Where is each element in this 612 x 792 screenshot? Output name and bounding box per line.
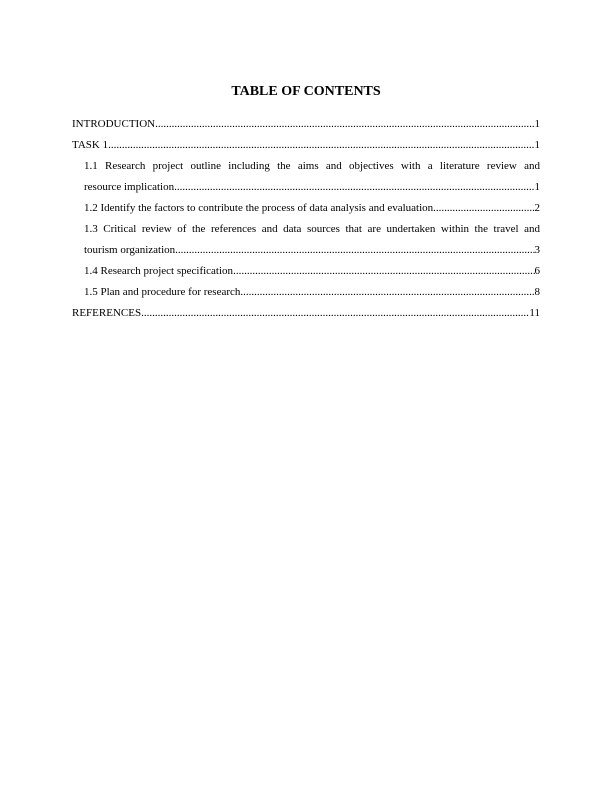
dot-leader [108, 135, 534, 156]
dot-leader [433, 198, 534, 219]
toc-entry-task-1[interactable] [72, 135, 540, 156]
toc-page-number: 1 [534, 181, 540, 193]
toc-page-number: 2 [534, 202, 540, 214]
toc-entry-label-line-2: resource implication [84, 181, 175, 193]
toc-entry-1-4[interactable] [72, 261, 540, 282]
toc-page-number: 11 [529, 307, 540, 319]
toc-entry-label-line-2: tourism organization [84, 244, 176, 256]
toc-entry-1-3[interactable] [72, 219, 540, 261]
dot-leader [141, 303, 529, 324]
toc-page-number: 3 [534, 244, 540, 256]
toc-entry-introduction[interactable] [72, 114, 540, 135]
toc-entry-label: REFERENCES [72, 307, 142, 319]
dot-leader [175, 240, 534, 261]
toc-entry-label: INTRODUCTION [72, 118, 156, 130]
toc-entry-label: 1.2 Identify the factors to contribute the process of data analysis and evaluation [84, 202, 434, 214]
toc-entry-label-line-1: 1.3 Critical review of the references and data sources that are undertaken within the travel and [84, 223, 540, 235]
toc-entry-label: TASK 1 [72, 139, 109, 151]
toc-entry-references[interactable] [72, 303, 540, 324]
toc-entry-1-5[interactable] [72, 282, 540, 303]
toc-list [72, 114, 540, 324]
toc-entry-label: 1.4 Research project specification [84, 265, 234, 277]
toc-entry-label-line-1: 1.1 Research project outline including the aims and objectives with a literature review and [84, 160, 540, 172]
toc-entry-label: 1.5 Plan and procedure for research [84, 286, 241, 298]
dot-leader [240, 282, 534, 303]
dot-leader [155, 114, 534, 135]
toc-title: TABLE OF CONTENTS [231, 84, 381, 99]
dot-leader [174, 177, 534, 198]
toc-page-number: 1 [534, 118, 540, 130]
dot-leader [233, 261, 534, 282]
toc-page-number: 1 [534, 139, 540, 151]
toc-page-number: 6 [534, 265, 540, 277]
toc-entry-1-1[interactable] [72, 156, 540, 198]
toc-page-number: 8 [534, 286, 540, 298]
toc-entry-1-2[interactable] [72, 198, 540, 219]
